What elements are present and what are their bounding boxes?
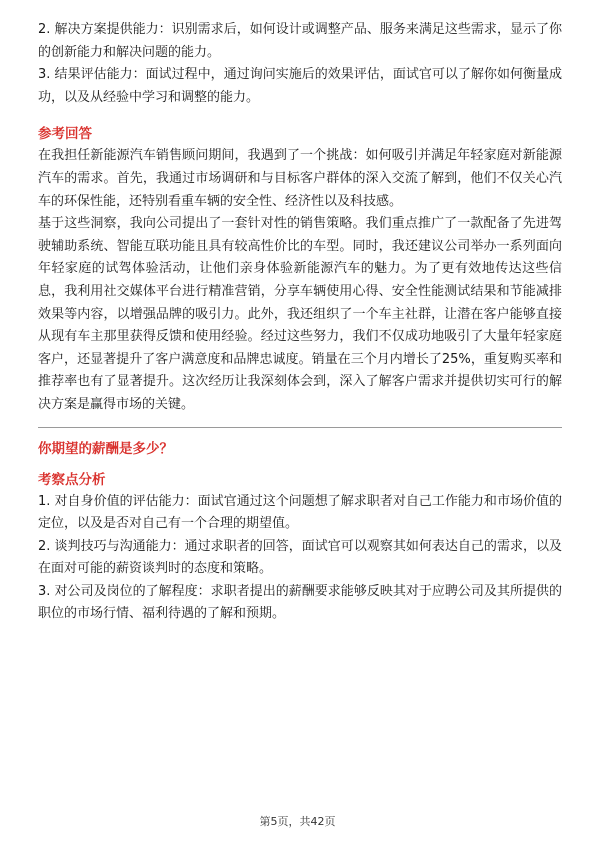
page-content [38,19,562,626]
analysis-item-2: 2. 谈判技巧与沟通能力：通过求职者的回答，面试官可以观察其如何表达自己的需求，以及在面对可能的薪资谈判时的态度和策略。 [38,538,562,577]
criteria-item-3: 3. 结果评估能力：面试过程中，通过询问实施后的效果评估，面试官可以了解你如何衡量成功，以及从经验中学习和调整的能力。 [38,67,562,105]
reference-answer-heading: 参考回答 [38,126,92,143]
answer-paragraph-2: 基于这些洞察，我向公司提出了一套针对性的销售策略。我们重点推广了一款配备了先进驾驶辅助系统、智能互联功能且具有较高性价比的车型。同时，我还建议公司举办一系列面向年轻家庭的试驾体验活动，让他们亲身体验新能源汽车的魅力。为了更有效地传达这些信息，我利用社交媒体平台进行精准营销，分享车辆使用心得、安全性能测试结果和节能减排效果等内容，以增强品牌的吸引力。此外，我还组织了一个车主社群，让潜在客户能够直接从现有车主那里获得反馈和使用经验。经过这些努力，我们不仅成功地吸引了大量年轻家庭客户，还显著提升了客户满意度和品牌忠诚度。销量在三个月内增长了25%，重复购买率和推荐率也有了显著提升。这次经历让我深刻体会到，深入了解客户需求并提供切实可行的解决方案是赢得市场的关键。 [38,216,562,412]
analysis-heading: 考察点分析 [38,471,106,488]
question-title: 你期望的薪酬是多少？ [38,440,173,457]
section-divider [38,427,562,428]
criteria-item-2: 2. 解决方案提供能力：识别需求后，如何设计或调整产品、服务来满足这些需求，显示了你的创新能力和解决问题的能力。 [38,22,562,60]
answer-paragraph-1: 在我担任新能源汽车销售顾问期间，我遇到了一个挑战：如何吸引并满足年轻家庭对新能源汽车的需求。首先，我通过市场调研和与目标客户群体的深入交流了解到，他们不仅关心汽车的环保性能，还特别看重车辆的安全性、经济性以及科技感。 [38,148,562,209]
analysis-item-3: 3. 对公司及岗位的了解程度：求职者提出的薪酬要求能够反映其对于应聘公司及其所提供的职位的市场行情、福利待遇的了解和预期。 [38,583,562,622]
page-number: 第5页，共42页 [259,815,336,828]
analysis-item-1: 1. 对自身价值的评估能力：面试官通过这个问题想了解求职者对自己工作能力和市场价值的定位，以及是否对自己有一个合理的期望值。 [38,493,562,532]
